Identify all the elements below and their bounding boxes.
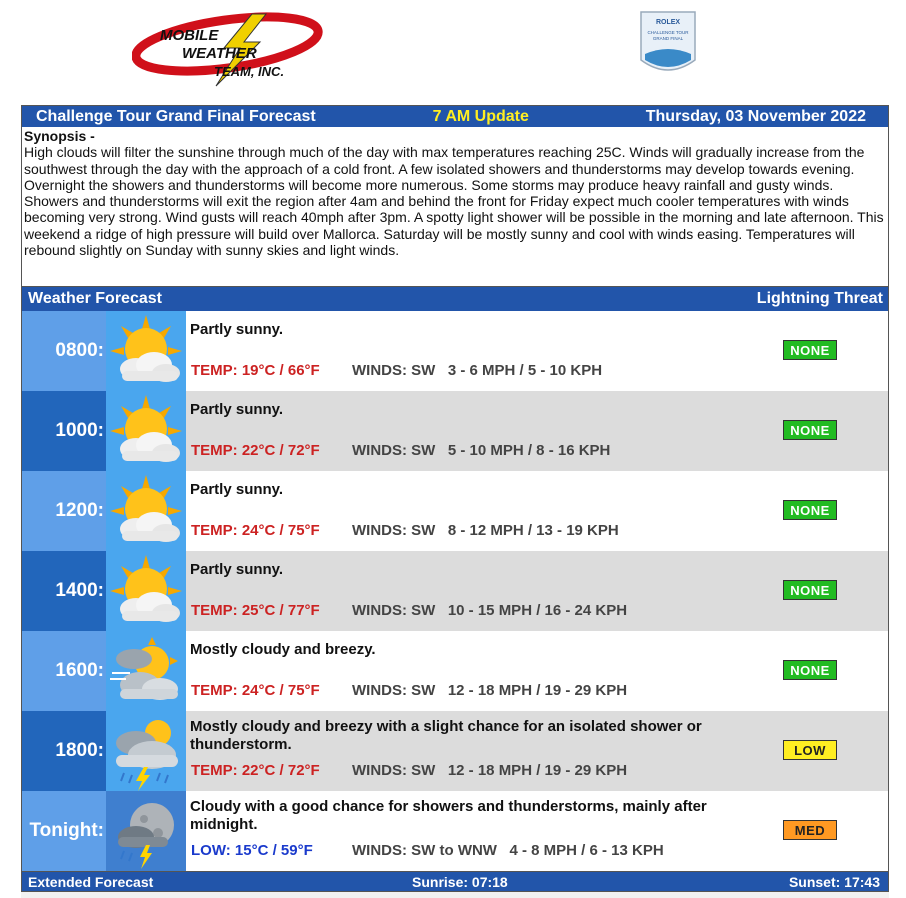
row-description: Partly sunny. [190, 481, 284, 498]
row-winds: WINDS: SW 10 - 15 MPH / 16 - 24 KPH [352, 602, 628, 619]
lightning-threat-badge: NONE [783, 340, 837, 360]
lightning-threat-label: Lightning Threat [756, 290, 883, 307]
forecast-row-1200 [22, 471, 888, 551]
row-time: 1600: [22, 631, 106, 711]
svg-text:MOBILE: MOBILE [160, 27, 219, 44]
header-logos [0, 0, 906, 100]
row-time: 1000: [22, 391, 106, 471]
svg-text:CHALLENGE TOUR: CHALLENGE TOUR [647, 30, 689, 35]
row-time: 1800: [22, 711, 106, 791]
update-label: 7 AM Update [432, 107, 529, 125]
night-thunderstorm-icon [106, 791, 186, 871]
forecast-panel [21, 105, 889, 892]
synopsis-text: High clouds will filter the sunshine through much of the day with max temperatures reaching 25C. Winds will gradually increase from the southwest through the day with the approach of a cold front. A few isolated showers and thunderstorms may develop towards evening. Overnight the showers and thunderstorms will become more numerous. Some storms may produce heavy rainfall and gusty winds. Showers and thunderstorms will exit the region after 4am and behind the front for Friday expect much cooler temperatures with winds becoming very strong. Wind gusts will reach 40mph after 3pm. A spotty light shower will be possible in the morning and late afternoon. This weekend a ridge of high pressure will build over Mallorca. Saturday will be mostly sunny and cool with winds easing. Temperatures will rebound slightly on Sunday with sunny skies and light winds. [24, 144, 884, 259]
partly-sunny-icon [106, 391, 186, 471]
row-winds: WINDS: SW to WNW 4 - 8 MPH / 6 - 13 KPH [352, 842, 664, 859]
row-temperature: TEMP: 25°C / 77°F [191, 602, 320, 619]
row-time: 0800: [22, 311, 106, 391]
row-description: Partly sunny. [190, 401, 284, 418]
row-winds: WINDS: SW 12 - 18 MPH / 19 - 29 KPH [352, 762, 628, 779]
row-time: 1200: [22, 471, 106, 551]
lightning-threat-badge: LOW [783, 740, 837, 760]
extended-forecast-label: Extended Forecast [28, 873, 154, 890]
svg-text:WEATHER: WEATHER [182, 45, 257, 62]
row-winds: WINDS: SW 8 - 12 MPH / 13 - 19 KPH [352, 522, 619, 539]
forecast-row-tonight [22, 791, 888, 871]
row-temperature: TEMP: 24°C / 75°F [191, 682, 320, 699]
title-bar [22, 106, 888, 127]
partly-sunny-icon [106, 551, 186, 631]
row-description: Partly sunny. [190, 321, 284, 338]
forecast-title: Challenge Tour Grand Final Forecast [36, 107, 316, 125]
partly-sunny-icon [106, 471, 186, 551]
row-winds: WINDS: SW 5 - 10 MPH / 8 - 16 KPH [352, 442, 611, 459]
synopsis-heading: Synopsis - [24, 128, 95, 144]
weather-forecast-label: Weather Forecast [28, 290, 162, 307]
mobile-weather-team-logo [132, 10, 332, 88]
row-description: Mostly cloudy and breezy. [190, 641, 376, 658]
row-temperature: TEMP: 24°C / 75°F [191, 522, 320, 539]
row-description: Mostly cloudy and breezy with a slight chance for an isolated shower or thunderstorm. [190, 718, 702, 753]
row-winds: WINDS: SW 12 - 18 MPH / 19 - 29 KPH [352, 682, 628, 699]
forecast-row-1400 [22, 551, 888, 631]
extended-forecast-bar [22, 871, 888, 891]
svg-text:TEAM, INC.: TEAM, INC. [214, 64, 285, 79]
lightning-threat-badge: NONE [783, 420, 837, 440]
extended-content-cutoff [21, 892, 889, 898]
row-temperature: TEMP: 22°C / 72°F [191, 762, 320, 779]
forecast-row-1800 [22, 711, 888, 791]
sunrise-time: Sunrise: 07:18 [412, 873, 508, 890]
sunset-time: Sunset: 17:43 [788, 873, 880, 890]
rolex-challenge-tour-logo [637, 10, 699, 78]
row-temperature: TEMP: 19°C / 66°F [191, 362, 320, 379]
forecast-date: Thursday, 03 November 2022 [645, 107, 866, 125]
lightning-threat-badge: MED [783, 820, 837, 840]
lightning-threat-badge: NONE [783, 500, 837, 520]
weather-forecast-bar [22, 287, 888, 311]
svg-text:ROLEX: ROLEX [655, 19, 681, 26]
forecast-row-1600 [22, 631, 888, 711]
row-temperature: TEMP: 22°C / 72°F [191, 442, 320, 459]
lightning-threat-badge: NONE [783, 660, 837, 680]
forecast-row-0800 [22, 311, 888, 391]
svg-text:GRAND FINAL: GRAND FINAL [652, 36, 684, 41]
mostly-cloudy-breezy-icon [106, 631, 186, 711]
row-description: Cloudy with a good chance for showers and thunderstorms, mainly after midnight. [190, 798, 707, 833]
lightning-threat-badge: NONE [783, 580, 837, 600]
row-time: 1400: [22, 551, 106, 631]
cloudy-thunderstorm-icon [106, 711, 186, 791]
row-temperature: LOW: 15°C / 59°F [191, 842, 313, 859]
row-time: Tonight: [22, 791, 106, 871]
forecast-row-1000 [22, 391, 888, 471]
synopsis [22, 127, 888, 287]
partly-sunny-icon [106, 311, 186, 391]
row-description: Partly sunny. [190, 561, 284, 578]
row-winds: WINDS: SW 3 - 6 MPH / 5 - 10 KPH [352, 362, 603, 379]
